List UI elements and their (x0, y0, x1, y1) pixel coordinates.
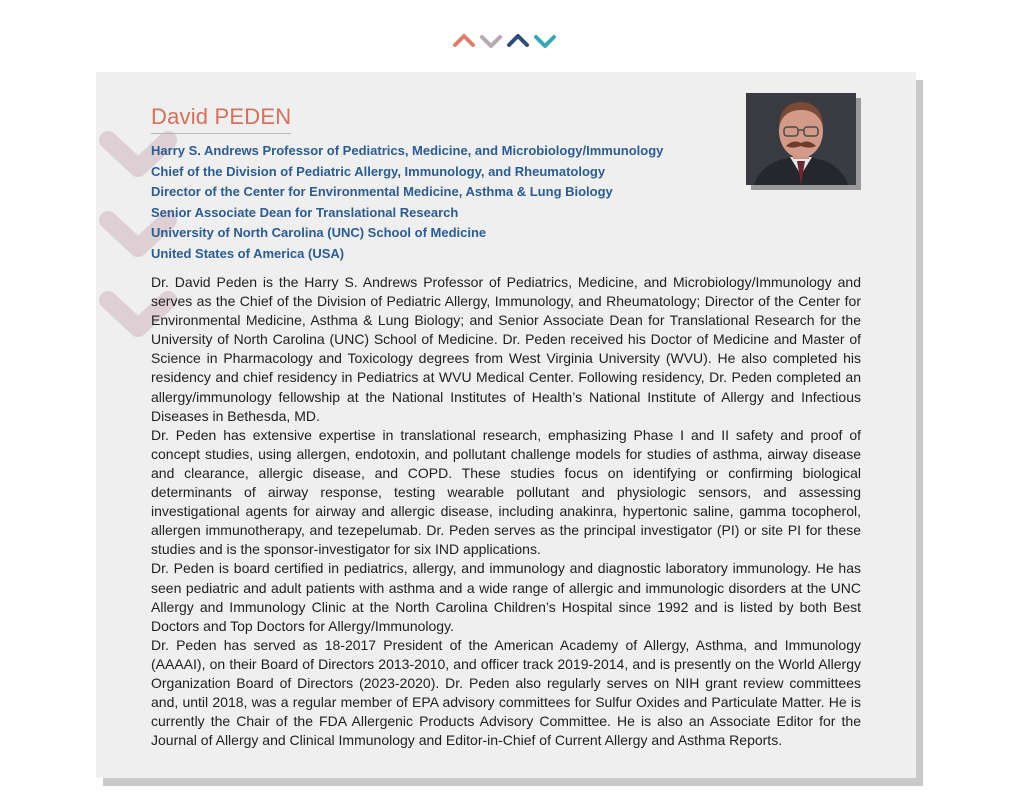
chevron-wave-logo (452, 30, 562, 52)
speaker-biography (151, 273, 861, 750)
speaker-titles (151, 141, 663, 265)
title-line: Harry S. Andrews Professor of Pediatrics, Medicine, and Microbiology/Immunology (151, 143, 664, 158)
logo-chevron-up-icon (455, 36, 473, 45)
title-line: Director of the Center for Environmental Medicine, Asthma & Lung Biology (151, 184, 613, 200)
logo-chevron-down-icon (482, 37, 500, 46)
logo-chevron-up-icon (509, 36, 527, 45)
speaker-name: David PEDEN (151, 104, 291, 134)
portrait-photo-icon (746, 93, 856, 185)
profile-card (96, 72, 916, 778)
title-line: United States of America (USA) (151, 245, 345, 261)
portrait-photo (746, 93, 856, 185)
bio-paragraph: Dr. Peden is board certified in pediatrics, allergy, and immunology and diagnostic laboratory immunology. He has seen pediatric and adult patients with asthma and a wide range of allergic and immunologic disorders at the UNC Allergy and Immunology Clinic at the North Carolina Children’s Hospital since 1992 and is listed by both Best Doctors and Top Doctors for Allergy/Immunology. (151, 560, 861, 634)
title-line: Senior Associate Dean for Translational Research (151, 204, 459, 220)
title-line: University of North Carolina (UNC) School of Medicine (151, 225, 487, 241)
bio-paragraph: Dr. David Peden is the Harry S. Andrews Professor of Pediatrics, Medicine, and Microbiology/Immunology and serves as the Chief of the Division of Pediatric Allergy, Immunology, and Rheumatology; Director of the Center for Environmental Medicine, Asthma & Lung Biology; and Senior Associate Dean for Translational Research for the University of North Carolina (UNC) School of Medicine. Dr. Peden received his Doctor of Medicine and Master of Science in Pharmacology and Toxicology degrees from West Virginia University (WVU). He also completed his residency and chief residency in Pediatrics at WVU Medical Center. Following residency, Dr. Peden completed an allergy/immunology fellowship at the National Institutes of Health’s National Institute of Allergy and Infectious Diseases in Bethesda, MD. (151, 274, 861, 424)
bio-paragraph: Dr. Peden has served as 18-2017 President of the American Academy of Allergy, Asthma, and Immunology (AAAAI), on their Board of Directors 2013-2010, and officer track 2019-2014, and is presently on the World Allergy Organization Board of Directors (2023-2020). Dr. Peden also regularly serves on NIH grant review committees and, until 2018, was a regular member of EPA advisory committees for Sulfur Oxides and Particulate Matter. He is currently the Chair of the FDA Allergenic Products Advisory Committee. He is also an Associate Editor for the Journal of Allergy and Clinical Immunology and Editor-in-Chief of Current Allergy and Asthma Reports. (151, 636, 861, 749)
title-line: Chief of the Division of Pediatric Allergy, Immunology, and Rheumatology (151, 163, 606, 179)
logo-chevron-down-icon (536, 37, 554, 46)
bio-paragraph: Dr. Peden has extensive expertise in translational research, emphasizing Phase I and II safety and proof of concept studies, using allergen, endotoxin, and pollutant challenge models for studies of asthma, airway disease and clearance, allergic disease, and COPD. These studies focus on identifying or confirming biological determinants of airway response, testing wearable pollutant and physiologic sensors, and assessing investigational agents for airway and allergic disease, including anakinra, hypertonic saline, gamma tocopherol, allergen immunotherapy, and tezepelumab. Dr. Peden serves as the principal investigator (PI) or site PI for these studies and is the sponsor-investigator for six IND applications. (151, 426, 861, 558)
